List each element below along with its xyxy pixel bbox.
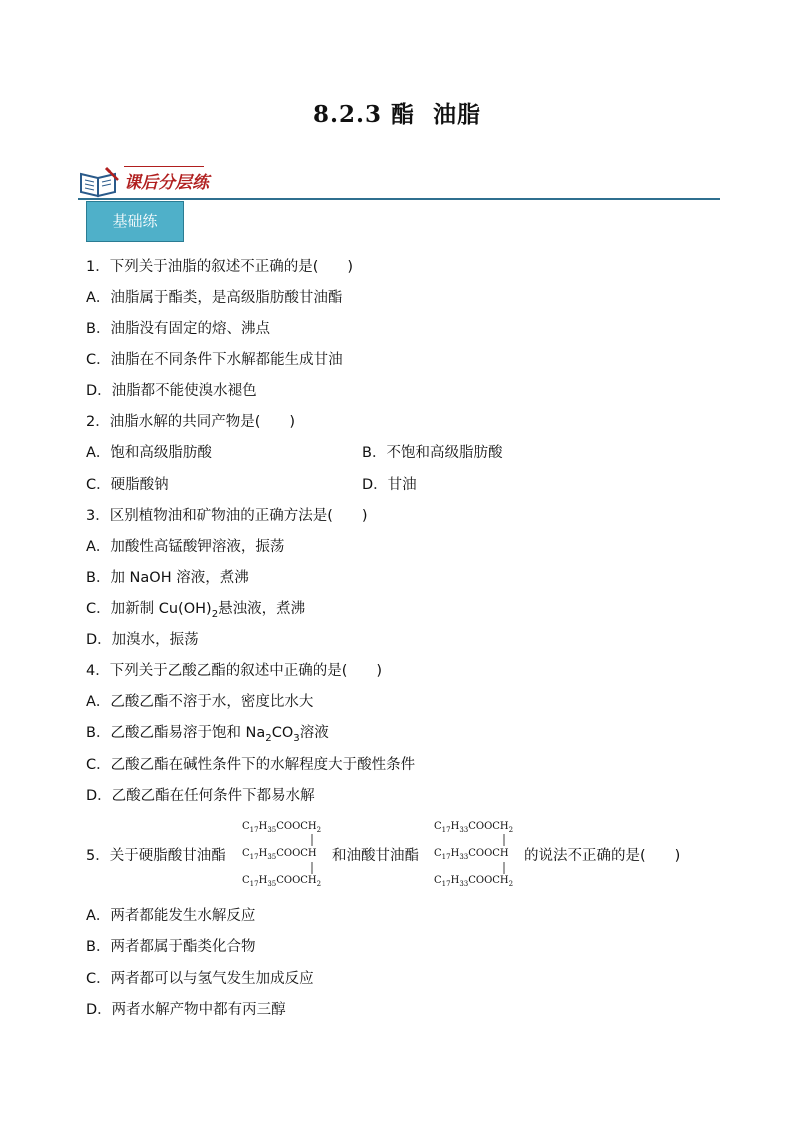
q5-option-d: D．两者水解产物中都有丙三醇 [86,1002,286,1018]
q3-option-b: B．加 NaOH 溶液，煮沸 [86,570,249,586]
q2-option-c: C．硬脂酸钠 [86,477,169,493]
q1-option-b: B．油脂没有固定的熔、沸点 [86,321,270,337]
q5-stem-part1: 5．关于硬脂酸甘油酯 [86,848,226,864]
q2-option-a: A．饱和高级脂肪酸 [86,445,212,461]
formula2-bonds [497,832,511,880]
q4-stem: 4．下列关于乙酸乙酯的叙述中正确的是( ) [86,663,383,679]
q5-option-a: A．两者都能发生水解反应 [86,908,256,924]
q4-option-b: B．乙酸乙酯易溶于饱和 $Na_2CO_3$溶液 [86,725,329,744]
q5-option-b: B．两者都属于酯类化合物 [86,939,256,955]
section-divider [78,198,720,200]
section-underline [124,166,204,167]
q3-option-c: C．加新制 $Cu(OH)_2$悬浊液，煮沸 [86,601,306,620]
section-header [78,164,720,202]
q3-stem: 3．区别植物油和矿物油的正确方法是( ) [86,508,368,524]
q1-stem: 1．下列关于油脂的叙述不正确的是( ) [86,259,354,275]
q5-stem-part3: 的说法不正确的是( ) [524,848,681,864]
q1-option-d: D．油脂都不能使溴水褪色 [86,383,257,399]
q2-option-b: B．不饱和高级脂肪酸 [362,445,503,461]
q4-option-c: C．乙酸乙酯在碱性条件下的水解程度大于酸性条件 [86,757,416,773]
glyceryl-oleate-formula: $C_{17}H_{33}COOCH_2$ $C_{17}H_{33}COOCH$ $C_{17}H_{33}COOCH_2$ [434,821,514,888]
q4-option-a: A．乙酸乙酯不溶于水，密度比水大 [86,694,314,710]
q4-option-d: D．乙酸乙酯在任何条件下都易水解 [86,788,315,804]
book-icon [78,166,122,198]
q2-stem: 2．油脂水解的共同产物是( ) [86,414,296,430]
page-title: 8.2.3 酯 油脂 [312,101,482,128]
formula1-bonds [305,832,319,880]
q3-option-a: A．加酸性高锰酸钾溶液，振荡 [86,539,285,555]
q1-option-c: C．油脂在不同条件下水解都能生成甘油 [86,352,343,368]
tab-basic-practice: 基础练 [86,201,184,242]
q5-stem-part2: 和油酸甘油酯 [332,848,419,864]
section-label: 课后分层练 [124,173,209,193]
q3-option-d: D．加溴水，振荡 [86,632,199,648]
q2-option-d: D．甘油 [362,477,417,493]
q5-option-c: C．两者都可以与氢气发生加成反应 [86,971,314,987]
q1-option-a: A．油脂属于酯类，是高级脂肪酸甘油酯 [86,290,343,306]
glyceryl-stearate-formula: $C_{17}H_{35}COOCH_2$ $C_{17}H_{35}COOCH$ $C_{17}H_{35}COOCH_2$ [242,821,322,888]
